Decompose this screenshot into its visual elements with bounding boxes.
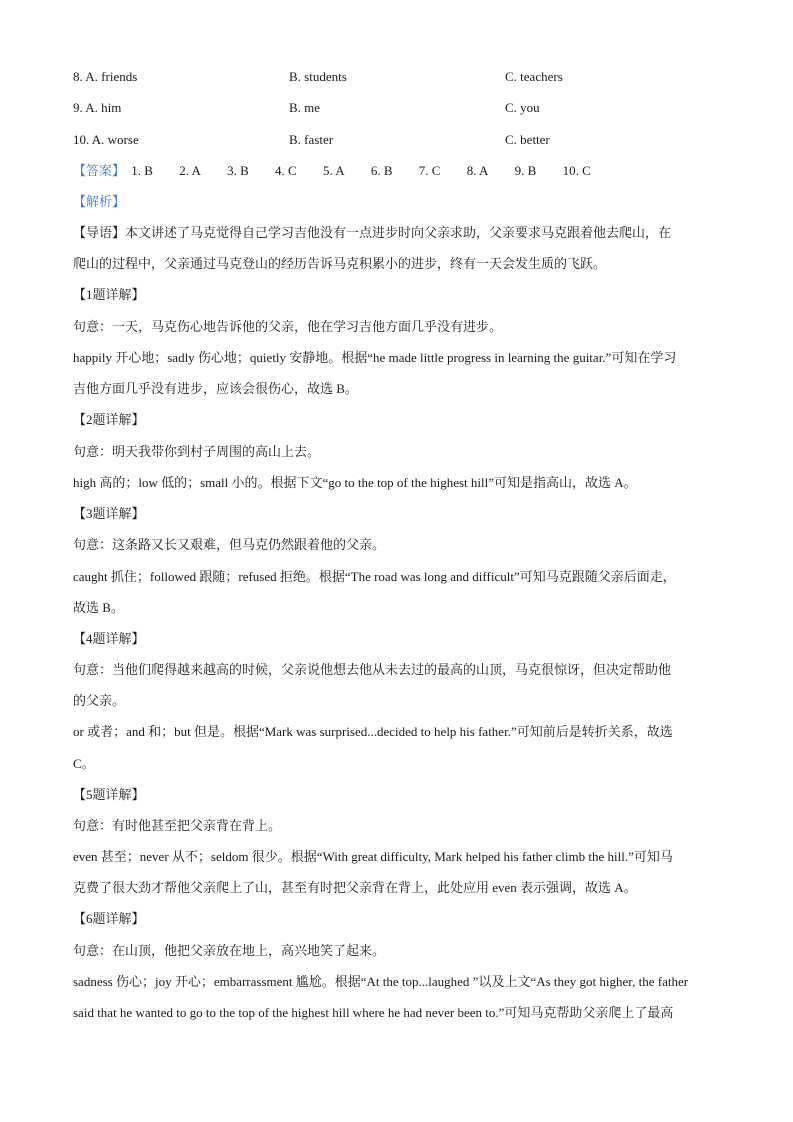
option-c: C. teachers <box>505 69 563 84</box>
answer-item: 2. A <box>179 163 201 178</box>
option-a: 10. A. worse <box>73 132 139 147</box>
q1-meaning: 句意：一天，马克伤心地告诉他的父亲，他在学习吉他方面几乎没有进步。 <box>73 319 503 334</box>
answer-item: 1. B <box>131 163 153 178</box>
option-c: C. better <box>505 132 550 147</box>
answer-item: 9. B <box>514 163 537 178</box>
q4-title: 【4题详解】 <box>73 631 145 646</box>
answer-item: 4. C <box>275 163 297 178</box>
answer-label: 【答案】 <box>73 163 126 178</box>
answer-item: 8. A <box>466 163 489 178</box>
q5-explanation: 克费了很大劲才帮他父亲爬上了山，甚至有时把父亲背在背上，此处应用 even 表示强调，故选 A。 <box>73 880 637 895</box>
q3-explanation: 故选 B。 <box>73 600 124 615</box>
q5-explanation: even 甚至；never 从不；seldom 很少。根据“With great difficulty, Mark helped his father climb the hill.”可知马 <box>73 849 673 864</box>
answer-item: 3. B <box>227 163 249 178</box>
q5-title: 【5题详解】 <box>73 787 145 802</box>
guide-text: 爬山的过程中，父亲通过马克登山的经历告诉马克积累小的进步，终有一天会发生质的飞跃。 <box>73 256 607 271</box>
analysis-label: 【解析】 <box>73 194 126 209</box>
answer-item: 6. B <box>370 163 393 178</box>
q5-meaning: 句意：有时他甚至把父亲背在背上。 <box>73 818 282 833</box>
q2-explanation: high 高的；low 低的；small 小的。根据下文“go to the top of the highest hill”可知是指高山，故选 A。 <box>73 475 637 490</box>
q1-explanation: happily 开心地；sadly 伤心地；quietly 安静地。根据“he made little progress in learning the guitar.”可知在学习 <box>73 350 677 365</box>
answer-item: 5. A <box>322 163 345 178</box>
option-b: B. me <box>289 100 321 115</box>
guide-text: 【导语】本文讲述了马克觉得自己学习吉他没有一点进步时向父亲求助，父亲要求马克跟着他去爬山，在 <box>73 225 672 240</box>
answer-item: 10. C <box>562 163 591 178</box>
option-row-8 <box>73 68 723 86</box>
q4-meaning: 的父亲。 <box>73 693 126 708</box>
q6-explanation: sadness 伤心；joy 开心；embarrassment 尴尬。根据“At the top...laughed ”以及上文“As they got higher, the father <box>73 974 689 989</box>
option-row-9 <box>73 99 723 117</box>
q2-title: 【2题详解】 <box>73 412 145 427</box>
option-a: 9. A. him <box>73 100 122 115</box>
q3-title: 【3题详解】 <box>73 506 145 521</box>
q4-meaning: 句意：当他们爬得越来越高的时候，父亲说他想去他从未去过的最高的山顶，马克很惊讶，但决定帮助他 <box>73 662 672 677</box>
q1-explanation: 吉他方面几乎没有进步，应该会很伤心，故选 B。 <box>73 381 358 396</box>
option-row-10 <box>73 131 723 149</box>
q4-explanation: C。 <box>73 756 95 771</box>
q6-explanation: said that he wanted to go to the top of the highest hill where he had never been to.”可知马克帮助父亲爬上了最高 <box>73 1005 674 1020</box>
option-a: 8. A. friends <box>73 69 138 84</box>
q6-meaning: 句意：在山顶，他把父亲放在地上，高兴地笑了起来。 <box>73 943 386 958</box>
option-b: B. faster <box>289 132 334 147</box>
option-c: C. you <box>505 100 540 115</box>
answer-row <box>73 162 614 180</box>
q6-title: 【6题详解】 <box>73 911 145 926</box>
answer-item: 7. C <box>418 163 441 178</box>
q2-meaning: 句意：明天我带你到村子周围的高山上去。 <box>73 444 321 459</box>
q4-explanation: or 或者；and 和；but 但是。根据“Mark was surprised...decided to help his father.”可知前后是转折关系，故选 <box>73 724 673 739</box>
q1-title: 【1题详解】 <box>73 287 145 302</box>
option-b: B. students <box>289 69 347 84</box>
q3-meaning: 句意：这条路又长又艰难，但马克仍然跟着他的父亲。 <box>73 537 386 552</box>
q3-explanation: caught 抓住；followed 跟随；refused 拒绝。根据“The road was long and difficult”可知马克跟随父亲后面走， <box>73 569 676 584</box>
